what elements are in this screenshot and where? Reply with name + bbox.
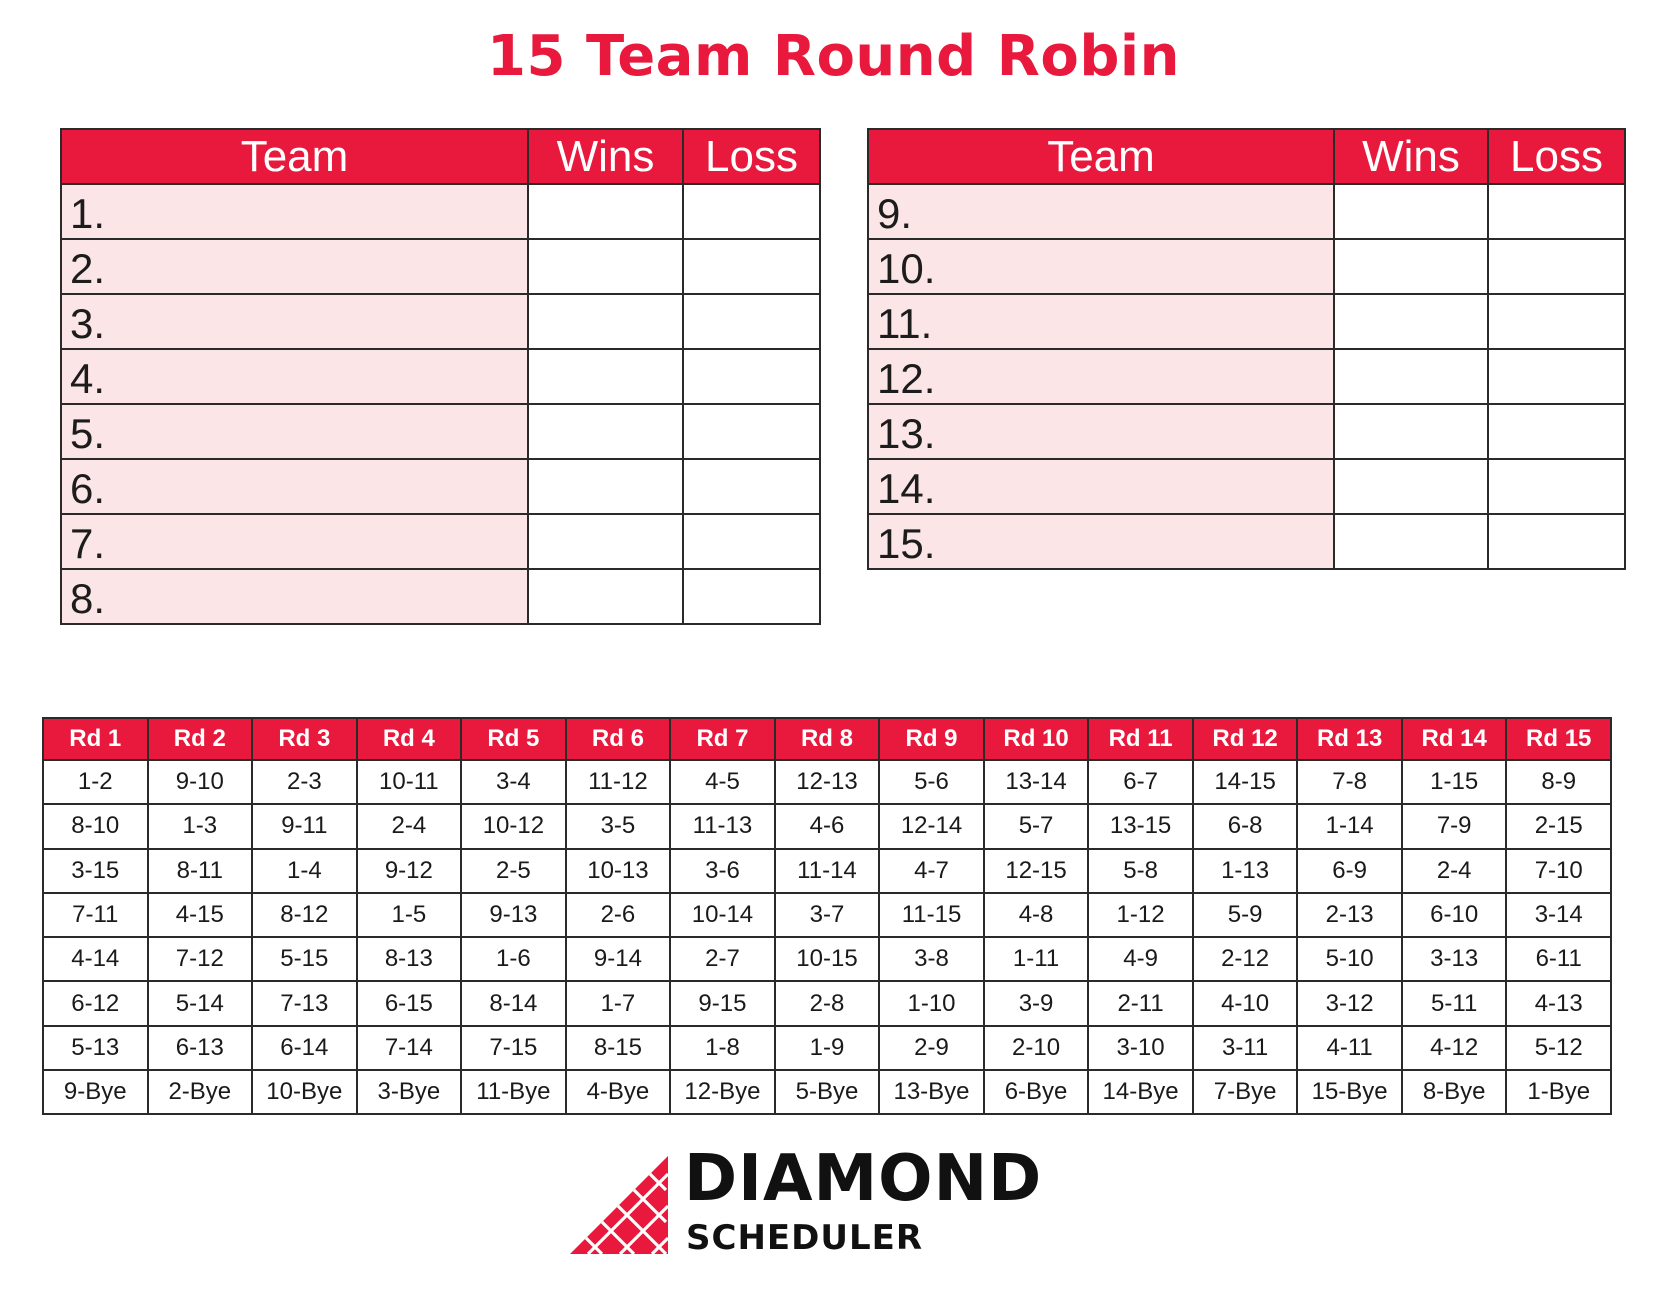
loss-cell[interactable]: [683, 294, 820, 349]
loss-cell[interactable]: [683, 459, 820, 514]
loss-cell[interactable]: [683, 349, 820, 404]
matchup-cell: 1-13: [1193, 849, 1298, 893]
matchup-cell: 12-14: [879, 804, 984, 848]
matchup-cell: 9-15: [670, 981, 775, 1025]
matchup-cell: 7-15: [461, 1026, 566, 1070]
wins-cell[interactable]: [528, 294, 683, 349]
matchup-cell: 6-15: [357, 981, 462, 1025]
matchup-cell: 4-14: [43, 937, 148, 981]
matchup-cell: 2-4: [1402, 849, 1507, 893]
matchup-cell: 5-8: [1088, 849, 1193, 893]
matchup-cell: 9-Bye: [43, 1070, 148, 1114]
schedule-header-row: [43, 718, 1611, 760]
wins-cell[interactable]: [528, 404, 683, 459]
matchup-cell: 3-4: [461, 760, 566, 804]
wins-cell[interactable]: [1334, 459, 1488, 514]
matchup-cell: 3-8: [879, 937, 984, 981]
standings-row: [61, 569, 820, 624]
matchup-cell: 6-10: [1402, 893, 1507, 937]
matchup-cell: 10-15: [775, 937, 880, 981]
round-header: Rd 7: [670, 718, 775, 760]
team-name-cell[interactable]: 5.: [61, 404, 528, 459]
matchup-cell: 3-Bye: [357, 1070, 462, 1114]
team-name-cell[interactable]: 13.: [868, 404, 1334, 459]
standings-row: [868, 294, 1625, 349]
team-name-cell[interactable]: 15.: [868, 514, 1334, 569]
matchup-cell: 8-11: [148, 849, 253, 893]
round-header: Rd 4: [357, 718, 462, 760]
matchup-cell: 11-15: [879, 893, 984, 937]
matchup-cell: 11-Bye: [461, 1070, 566, 1114]
matchup-cell: 7-9: [1402, 804, 1507, 848]
matchup-cell: 2-15: [1506, 804, 1611, 848]
team-name-cell[interactable]: 11.: [868, 294, 1334, 349]
matchup-cell: 12-15: [984, 849, 1089, 893]
matchup-cell: 3-15: [43, 849, 148, 893]
matchup-cell: 7-12: [148, 937, 253, 981]
matchup-cell: 2-8: [775, 981, 880, 1025]
wins-cell[interactable]: [1334, 514, 1488, 569]
schedule-row: [43, 937, 1611, 981]
schedule-row: [43, 760, 1611, 804]
matchup-cell: 4-Bye: [566, 1070, 671, 1114]
matchup-cell: 8-10: [43, 804, 148, 848]
matchup-cell: 4-11: [1297, 1026, 1402, 1070]
standings-row: [61, 404, 820, 459]
matchup-cell: 14-15: [1193, 760, 1298, 804]
wins-cell[interactable]: [1334, 294, 1488, 349]
standings-row: [61, 294, 820, 349]
matchup-cell: 9-13: [461, 893, 566, 937]
loss-cell[interactable]: [683, 514, 820, 569]
standings-header-row: [868, 129, 1625, 184]
matchup-cell: 6-12: [43, 981, 148, 1025]
matchup-cell: 2-6: [566, 893, 671, 937]
loss-cell[interactable]: [1488, 184, 1625, 239]
matchup-cell: 1-5: [357, 893, 462, 937]
standings-row: [61, 349, 820, 404]
round-header: Rd 8: [775, 718, 880, 760]
team-name-cell[interactable]: 14.: [868, 459, 1334, 514]
round-header: Rd 2: [148, 718, 253, 760]
team-name-cell[interactable]: 10.: [868, 239, 1334, 294]
round-header: Rd 13: [1297, 718, 1402, 760]
matchup-cell: 1-6: [461, 937, 566, 981]
schedule-row: [43, 1070, 1611, 1114]
standings-row: [868, 404, 1625, 459]
schedule-row: [43, 804, 1611, 848]
matchup-cell: 7-14: [357, 1026, 462, 1070]
diamond-grid-icon: [568, 1154, 670, 1256]
wins-cell[interactable]: [1334, 404, 1488, 459]
matchup-cell: 7-10: [1506, 849, 1611, 893]
matchup-cell: 2-12: [1193, 937, 1298, 981]
matchup-cell: 5-Bye: [775, 1070, 880, 1114]
matchup-cell: 11-13: [670, 804, 775, 848]
matchup-cell: 5-11: [1402, 981, 1507, 1025]
round-header: Rd 3: [252, 718, 357, 760]
schedule-row: [43, 1026, 1611, 1070]
matchup-cell: 1-11: [984, 937, 1089, 981]
matchup-cell: 8-15: [566, 1026, 671, 1070]
matchup-cell: 5-12: [1506, 1026, 1611, 1070]
team-name-cell[interactable]: 12.: [868, 349, 1334, 404]
team-name-cell[interactable]: 4.: [61, 349, 528, 404]
standings-table-left: [60, 128, 821, 625]
matchup-cell: 9-12: [357, 849, 462, 893]
standings-row: [868, 459, 1625, 514]
matchup-cell: 4-8: [984, 893, 1089, 937]
wins-cell[interactable]: [1334, 239, 1488, 294]
wins-cell[interactable]: [1334, 184, 1488, 239]
matchup-cell: 1-2: [43, 760, 148, 804]
loss-cell[interactable]: [683, 239, 820, 294]
matchup-cell: 4-15: [148, 893, 253, 937]
matchup-cell: 1-Bye: [1506, 1070, 1611, 1114]
matchup-cell: 6-14: [252, 1026, 357, 1070]
matchup-cell: 7-Bye: [1193, 1070, 1298, 1114]
schedule-row: [43, 981, 1611, 1025]
team-name-cell[interactable]: 8.: [61, 569, 528, 624]
matchup-cell: 5-9: [1193, 893, 1298, 937]
matchup-cell: 11-14: [775, 849, 880, 893]
matchup-cell: 3-7: [775, 893, 880, 937]
round-header: Rd 15: [1506, 718, 1611, 760]
matchup-cell: 4-10: [1193, 981, 1298, 1025]
matchup-cell: 1-12: [1088, 893, 1193, 937]
matchup-cell: 3-6: [670, 849, 775, 893]
matchup-cell: 14-Bye: [1088, 1070, 1193, 1114]
wins-column-header: Wins: [1334, 129, 1488, 184]
matchup-cell: 10-13: [566, 849, 671, 893]
round-header: Rd 1: [43, 718, 148, 760]
loss-column-header: Loss: [683, 129, 820, 184]
team-name-cell[interactable]: 9.: [868, 184, 1334, 239]
matchup-cell: 9-11: [252, 804, 357, 848]
team-name-cell[interactable]: 3.: [61, 294, 528, 349]
matchup-cell: 3-10: [1088, 1026, 1193, 1070]
matchup-cell: 6-13: [148, 1026, 253, 1070]
standings-header-row: [61, 129, 820, 184]
matchup-cell: 5-13: [43, 1026, 148, 1070]
matchup-cell: 2-10: [984, 1026, 1089, 1070]
matchup-cell: 12-13: [775, 760, 880, 804]
matchup-cell: 3-5: [566, 804, 671, 848]
team-name-cell[interactable]: 7.: [61, 514, 528, 569]
matchup-cell: 9-10: [148, 760, 253, 804]
matchup-cell: 10-11: [357, 760, 462, 804]
matchup-cell: 2-5: [461, 849, 566, 893]
round-header: Rd 12: [1193, 718, 1298, 760]
team-column-header: Team: [61, 129, 528, 184]
matchup-cell: 3-9: [984, 981, 1089, 1025]
standings-row: [868, 514, 1625, 569]
matchup-cell: 4-9: [1088, 937, 1193, 981]
matchup-cell: 2-11: [1088, 981, 1193, 1025]
standings-row: [868, 349, 1625, 404]
page-title: 15 Team Round Robin: [487, 24, 1180, 89]
standings-row: [868, 184, 1625, 239]
wins-column-header: Wins: [528, 129, 683, 184]
matchup-cell: 5-10: [1297, 937, 1402, 981]
matchup-cell: 4-6: [775, 804, 880, 848]
matchup-cell: 11-12: [566, 760, 671, 804]
round-header: Rd 5: [461, 718, 566, 760]
matchup-cell: 4-13: [1506, 981, 1611, 1025]
matchup-cell: 3-11: [1193, 1026, 1298, 1070]
logo-wordmark-secondary: SCHEDULER: [686, 1218, 924, 1258]
wins-cell[interactable]: [528, 349, 683, 404]
standings-row: [61, 239, 820, 294]
round-header: Rd 6: [566, 718, 671, 760]
matchup-cell: 10-12: [461, 804, 566, 848]
matchup-cell: 7-11: [43, 893, 148, 937]
matchup-cell: 8-13: [357, 937, 462, 981]
matchup-cell: 4-12: [1402, 1026, 1507, 1070]
matchup-cell: 6-11: [1506, 937, 1611, 981]
matchup-cell: 2-3: [252, 760, 357, 804]
round-header: Rd 9: [879, 718, 984, 760]
matchup-cell: 2-9: [879, 1026, 984, 1070]
matchup-cell: 7-13: [252, 981, 357, 1025]
matchup-cell: 1-9: [775, 1026, 880, 1070]
matchup-cell: 5-7: [984, 804, 1089, 848]
matchup-cell: 1-15: [1402, 760, 1507, 804]
loss-cell[interactable]: [1488, 239, 1625, 294]
matchup-cell: 7-8: [1297, 760, 1402, 804]
matchup-cell: 8-12: [252, 893, 357, 937]
matchup-cell: 2-13: [1297, 893, 1402, 937]
matchup-cell: 1-14: [1297, 804, 1402, 848]
wins-cell[interactable]: [528, 239, 683, 294]
matchup-cell: 13-Bye: [879, 1070, 984, 1114]
matchup-cell: 2-4: [357, 804, 462, 848]
matchup-cell: 15-Bye: [1297, 1070, 1402, 1114]
loss-cell[interactable]: [683, 569, 820, 624]
wins-cell[interactable]: [528, 184, 683, 239]
team-name-cell[interactable]: 2.: [61, 239, 528, 294]
matchup-cell: 5-14: [148, 981, 253, 1025]
schedule-row: [43, 849, 1611, 893]
matchup-cell: 6-9: [1297, 849, 1402, 893]
matchup-cell: 9-14: [566, 937, 671, 981]
matchup-cell: 6-Bye: [984, 1070, 1089, 1114]
standings-row: [868, 239, 1625, 294]
loss-cell[interactable]: [1488, 459, 1625, 514]
loss-cell[interactable]: [683, 404, 820, 459]
matchup-cell: 8-Bye: [1402, 1070, 1507, 1114]
round-header: Rd 10: [984, 718, 1089, 760]
matchup-cell: 3-13: [1402, 937, 1507, 981]
loss-cell[interactable]: [683, 184, 820, 239]
round-header: Rd 11: [1088, 718, 1193, 760]
team-name-cell[interactable]: 1.: [61, 184, 528, 239]
matchup-cell: 13-15: [1088, 804, 1193, 848]
matchup-cell: 6-8: [1193, 804, 1298, 848]
matchup-cell: 1-10: [879, 981, 984, 1025]
standings-row: [61, 184, 820, 239]
logo-wordmark-primary: DIAMOND: [684, 1142, 1043, 1216]
wins-cell[interactable]: [528, 514, 683, 569]
matchup-cell: 3-12: [1297, 981, 1402, 1025]
diamond-scheduler-logo: [568, 1142, 1108, 1258]
matchup-cell: 2-Bye: [148, 1070, 253, 1114]
matchup-cell: 3-14: [1506, 893, 1611, 937]
wins-cell[interactable]: [1334, 349, 1488, 404]
matchup-cell: 8-9: [1506, 760, 1611, 804]
standings-row: [61, 514, 820, 569]
matchup-cell: 5-6: [879, 760, 984, 804]
matchup-cell: 1-4: [252, 849, 357, 893]
matchup-cell: 1-3: [148, 804, 253, 848]
loss-cell[interactable]: [1488, 349, 1625, 404]
matchup-cell: 1-8: [670, 1026, 775, 1070]
matchup-cell: 8-14: [461, 981, 566, 1025]
matchup-cell: 4-5: [670, 760, 775, 804]
matchup-cell: 6-7: [1088, 760, 1193, 804]
loss-column-header: Loss: [1488, 129, 1625, 184]
wins-cell[interactable]: [528, 459, 683, 514]
schedule-row: [43, 893, 1611, 937]
round-header: Rd 14: [1402, 718, 1507, 760]
matchup-cell: 4-7: [879, 849, 984, 893]
matchup-cell: 10-Bye: [252, 1070, 357, 1114]
matchup-cell: 10-14: [670, 893, 775, 937]
loss-cell[interactable]: [1488, 404, 1625, 459]
matchup-cell: 13-14: [984, 760, 1089, 804]
round-robin-schedule-table: [42, 717, 1612, 1115]
matchup-cell: 1-7: [566, 981, 671, 1025]
matchup-cell: 12-Bye: [670, 1070, 775, 1114]
loss-cell[interactable]: [1488, 514, 1625, 569]
matchup-cell: 5-15: [252, 937, 357, 981]
loss-cell[interactable]: [1488, 294, 1625, 349]
matchup-cell: 2-7: [670, 937, 775, 981]
team-column-header: Team: [868, 129, 1334, 184]
standings-row: [61, 459, 820, 514]
standings-table-right: [867, 128, 1626, 570]
team-name-cell[interactable]: 6.: [61, 459, 528, 514]
wins-cell[interactable]: [528, 569, 683, 624]
